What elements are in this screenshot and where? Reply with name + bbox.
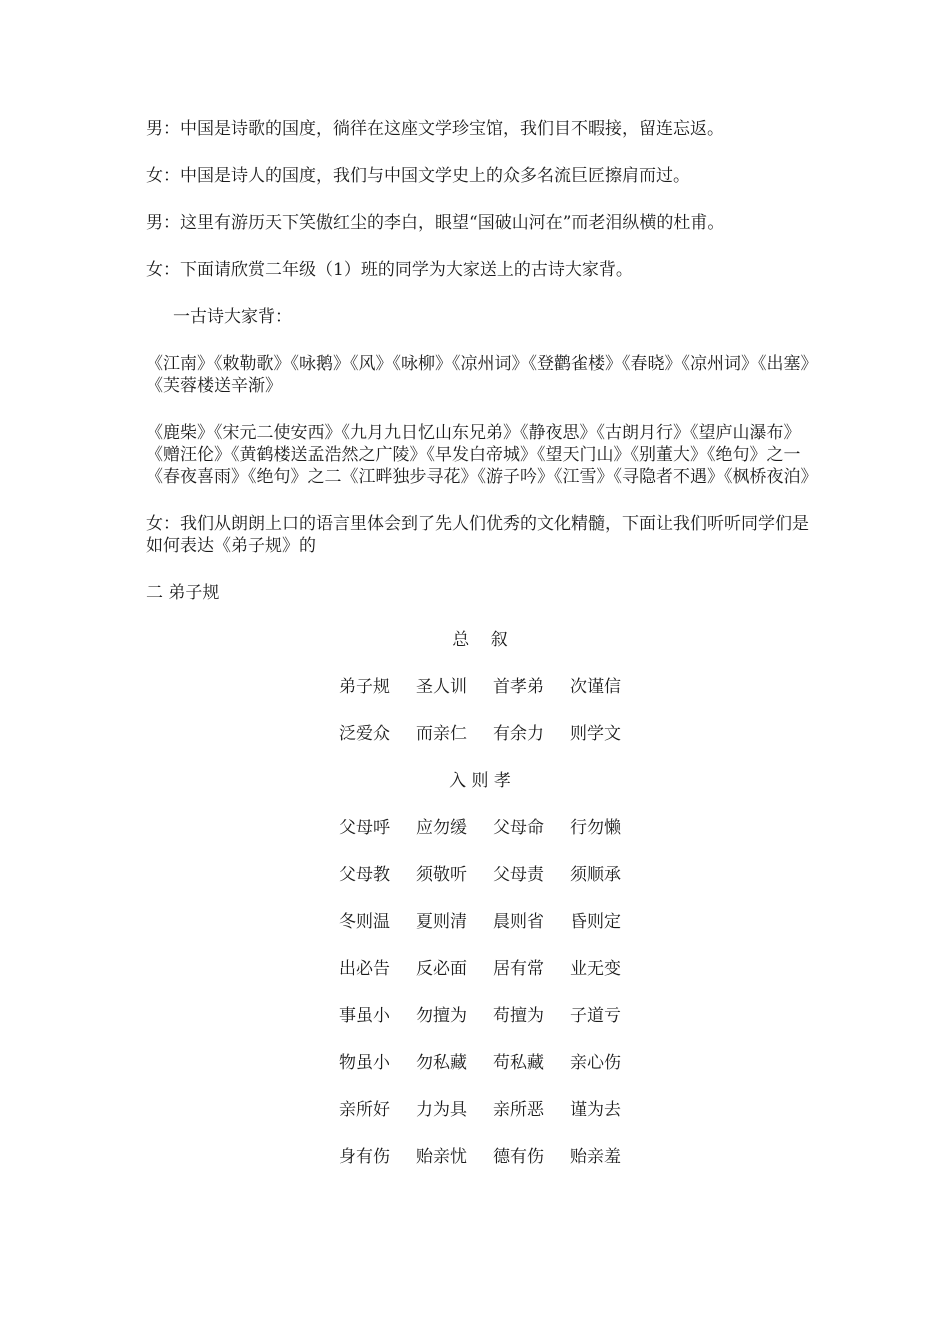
poem-phrase: 应勿缓: [416, 818, 467, 838]
section-title-dizigui: 二 弟子规: [146, 583, 220, 603]
dialogue-paragraph: 女：中国是诗人的国度，我们与中国文学史上的众多名流巨匠擦肩而过。: [146, 166, 690, 186]
poem-phrase: 贻亲忧: [416, 1147, 467, 1167]
document-page: [146, 118, 818, 1193]
poem-phrase: 晨则省: [493, 912, 544, 932]
poem-phrase: 出必告: [339, 959, 390, 979]
poem-phrase: 而亲仁: [416, 724, 467, 744]
poem-line: [146, 911, 814, 933]
dialogue-paragraph: 男：这里有游历天下笑傲红尘的李白，眼望“国破山河在”而老泪纵横的杜甫。: [146, 213, 725, 233]
section-title-ancient-poems: 一古诗大家背：: [173, 307, 292, 327]
poem-line: [146, 676, 814, 698]
poem-phrase: 亲所好: [339, 1100, 390, 1120]
poem-phrase: 身有伤: [339, 1147, 390, 1167]
poem-phrase: 有余力: [493, 724, 544, 744]
poem-phrase: 反必面: [416, 959, 467, 979]
poem-phrase: 谨为去: [570, 1100, 621, 1120]
poem-phrase: 父母呼: [339, 818, 390, 838]
poem-line: [146, 1052, 814, 1074]
poem-phrase: 居有常: [493, 959, 544, 979]
poem-phrase: 贻亲羞: [570, 1147, 621, 1167]
poem-phrase: 夏则清: [416, 912, 467, 932]
poem-phrase: 行勿懒: [570, 818, 621, 838]
poem-phrase: 圣人训: [416, 677, 467, 697]
poem-phrase: 父母命: [493, 818, 544, 838]
poem-phrase: 子道亏: [570, 1006, 621, 1026]
poem-phrase: 苟私藏: [493, 1053, 544, 1073]
poem-line: [146, 723, 814, 745]
poem-list-2: 《鹿柴》《宋元二使安西》《九月九日忆山东兄弟》《静夜思》《古朗月行》《望庐山瀑布》《赠汪伦》《黄鹤楼送孟浩然之广陵》《早发白帝城》《望天门山》《别董大》《绝句》之一 《春夜喜雨》《绝句》之二《江畔独步寻花》《游子吟》《江雪》《寻隐者不遇》《枫桥夜泊》: [146, 423, 818, 487]
poem-phrase: 苟擅为: [493, 1006, 544, 1026]
poem-phrase: 弟子规: [339, 677, 390, 697]
poem-phrase: 亲心伤: [570, 1053, 621, 1073]
poem-phrase: 须顺承: [570, 865, 621, 885]
poem-phrase: 力为具: [416, 1100, 467, 1120]
poem-phrase: 德有伤: [493, 1147, 544, 1167]
dizigui-subtitle-filial: 入 则 孝: [449, 771, 511, 791]
poem-phrase: 须敬听: [416, 865, 467, 885]
poem-line: [146, 958, 814, 980]
dialogue-paragraph: 女：下面请欣赏二年级（1）班的同学为大家送上的古诗大家背。: [146, 260, 633, 280]
poem-list-1: 《江南》《敕勒歌》《咏鹅》《风》《咏柳》《凉州词》《登鹳雀楼》《春晓》《凉州词》《出塞》《芙蓉楼送辛渐》: [146, 354, 809, 396]
poem-line: [146, 817, 814, 839]
poem-phrase: 泛爱众: [339, 724, 390, 744]
poem-phrase: 冬则温: [339, 912, 390, 932]
transition-paragraph: 女：我们从朗朗上口的语言里体会到了先人们优秀的文化精髓，下面让我们听听同学们是如何表达《弟子规》的: [146, 514, 809, 556]
poem-phrase: 首孝弟: [493, 677, 544, 697]
poem-phrase: 次谨信: [570, 677, 621, 697]
poem-phrase: 则学文: [570, 724, 621, 744]
poem-phrase: 亲所恶: [493, 1100, 544, 1120]
poem-phrase: 业无变: [570, 959, 621, 979]
poem-phrase: 勿私藏: [416, 1053, 467, 1073]
poem-phrase: 昏则定: [570, 912, 621, 932]
poem-line: [146, 1005, 814, 1027]
poem-phrase: 物虽小: [339, 1053, 390, 1073]
poem-phrase: 勿擅为: [416, 1006, 467, 1026]
poem-phrase: 事虽小: [339, 1006, 390, 1026]
poem-line: [146, 864, 814, 886]
poem-phrase: 父母责: [493, 865, 544, 885]
dialogue-paragraph: 男：中国是诗歌的国度，徜徉在这座文学珍宝馆，我们目不暇接，留连忘返。: [146, 119, 724, 139]
dizigui-text: [146, 629, 814, 1168]
poem-line: [146, 1099, 814, 1121]
poem-phrase: 父母教: [339, 865, 390, 885]
dizigui-subtitle-general: 总 叙: [452, 630, 508, 650]
poem-line: [146, 1146, 814, 1168]
